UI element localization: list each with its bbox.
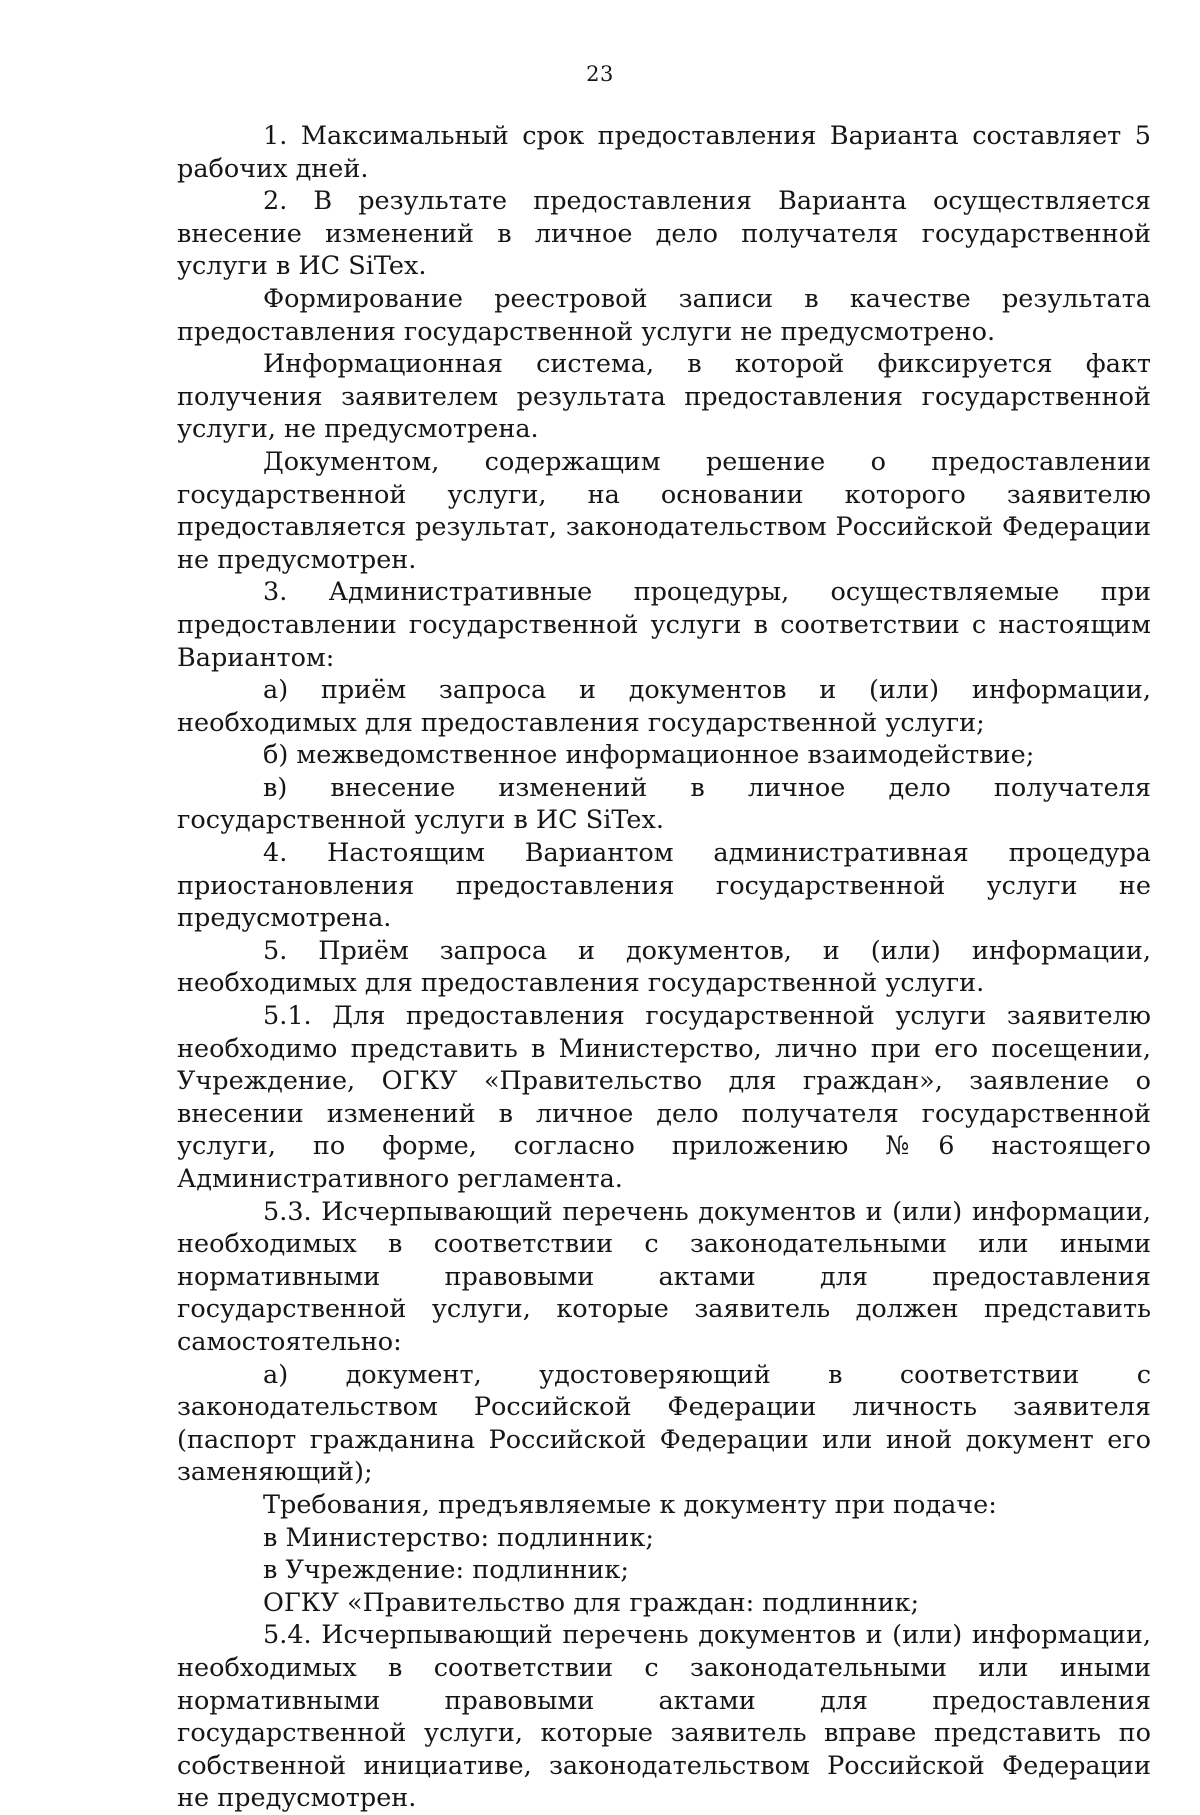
requirement-institution: в Учреждение: подлинник; [263, 1555, 629, 1586]
paragraph-registry-record: Формирование реестровой записи в качестве результата предоставления государственной услуги не предусмотрено. [177, 283, 1151, 347]
paragraph-3-procedures: 3. Административные процедуры, осуществляемые при предоставлении государственной услуги в соответствии с настоящим Вариантом: [177, 577, 1151, 673]
list-item-a-identity-document: а) документ, удостоверяющий в соответствии с законодательством Российской Федерации личность заявителя (паспорт гражданина Российской Федерации или иной документ его заменяющий); [177, 1359, 1151, 1488]
list-item-v-changes: в) внесение изменений в личное дело получателя государственной услуги в ИС SiTex. [177, 772, 1151, 836]
paragraph-5-3-required-documents: 5.3. Исчерпывающий перечень документов и (или) информации, необходимых в соответствии с законодательными или иными нормативными правовыми актами для предоставления государственной услуги, которые заявитель должен представить самостоятельно: [177, 1196, 1151, 1357]
requirement-ministry: в Министерство: подлинник; [263, 1522, 654, 1553]
paragraph-1-max-term: 1. Максимальный срок предоставления Варианта составляет 5 рабочих дней. [177, 121, 1151, 184]
requirement-ogku: ОГКУ «Правительство для граждан: подлинник; [263, 1587, 920, 1618]
paragraph-2-result: 2. В результате предоставления Варианта осуществляется внесение изменений в личное дело получателя государственной услуги в ИС SiTex. [177, 186, 1151, 282]
list-item-a-request: а) приём запроса и документов и (или) информации, необходимых для предоставления государственной услуги; [177, 675, 1151, 738]
page-number: 23 [586, 62, 614, 86]
paragraph-5-1-application: 5.1. Для предоставления государственной услуги заявителю необходимо представить в Министерство, лично при его посещении, Учреждение, ОГКУ «Правительство для граждан», заявление о внесении изменений в личное дело получателя государственной услуги, по форме, согласно приложению №6 настоящего Административного регламента. [177, 1001, 1151, 1194]
list-item-b-interaction: б) межведомственное информационное взаимодействие; [263, 740, 1035, 771]
paragraph-5-reception: 5. Приём запроса и документов, и (или) информации, необходимых для предоставления государственной услуги. [177, 935, 1151, 999]
paragraph-information-system: Информационная система, в которой фиксируется факт получения заявителем результата предоставления государственной услуги, не предусмотрена. [177, 349, 1151, 445]
document-body [177, 120, 1151, 1815]
paragraph-document-requirements: Требования, предъявляемые к документу при подаче: [263, 1489, 997, 1520]
paragraph-5-4-optional-documents: 5.4. Исчерпывающий перечень документов и (или) информации, необходимых в соответствии с законодательными или иными нормативными правовыми актами для предоставления государственной услуги, которые заявитель вправе представить по собственной инициативе, законодательством Российской Федерации не предусмотрен. [177, 1620, 1151, 1814]
paragraph-decision-document: Документом, содержащим решение о предоставлении государственной услуги, на основании которого заявителю предоставляется результат, законодательством Российской Федерации не предусмотрен. [177, 446, 1151, 575]
paragraph-4-suspension: 4. Настоящим Вариантом административная процедура приостановления предоставления государственной услуги не предусмотрена. [177, 838, 1151, 934]
